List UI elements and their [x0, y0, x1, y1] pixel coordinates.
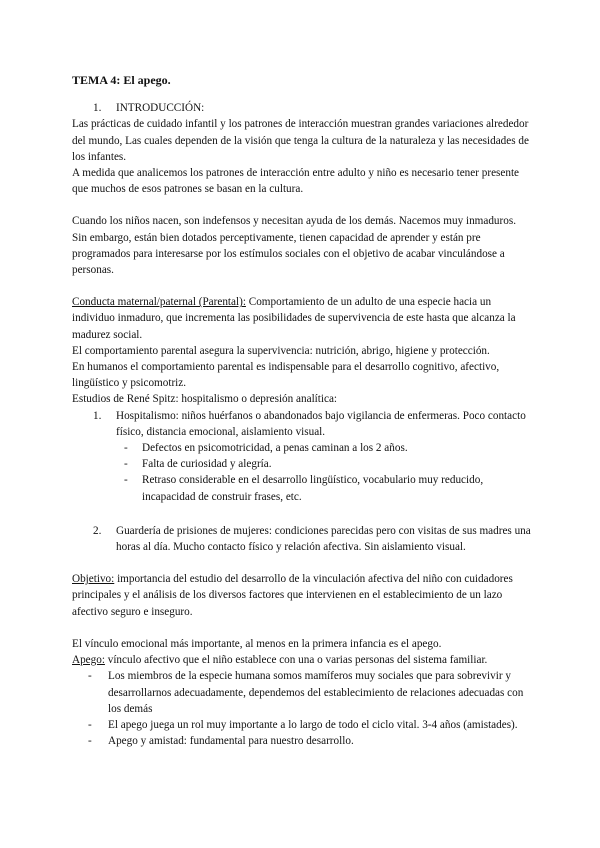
- objetivo-paragraph: [72, 571, 532, 620]
- apego-bullet: [88, 668, 532, 717]
- spitz-item-1: [93, 408, 532, 440]
- spitz-subitem-text: Retraso considerable en el desarrollo lingüístico, vocabulario muy reducido, incapacidad de construir frases, etc.: [142, 474, 484, 503]
- spitz-subitem: [124, 472, 532, 504]
- apego-intro: El vínculo emocional más importante, al menos en la primera infancia es el apego.: [72, 637, 442, 650]
- apego-bullets: [88, 668, 532, 749]
- objetivo-text: importancia del estudio del desarrollo de la vinculación afectiva del niño con cuidadores principales y el análisis de los diversos factores que intervienen en el establecimiento de un lazo afectivo seguro e inseguro.: [72, 573, 513, 618]
- spitz-item-1-number: 1.: [93, 409, 102, 422]
- dash-marker: -: [88, 670, 92, 683]
- conducta-definition: Comportamiento de un adulto de una especie hacia un individuo inmaduro, que incrementa las posibilidades de supervivencia de este hasta que alcanza la madurez social.: [72, 296, 516, 341]
- dash-marker: -: [88, 735, 92, 748]
- apego-bullet-text: Apego y amistad: fundamental para nuestro desarrollo.: [108, 735, 354, 748]
- dash-marker: -: [88, 718, 92, 731]
- spitz-subitem-text: Defectos en psicomotricidad, a penas caminan a los 2 años.: [142, 442, 408, 455]
- dash-marker: -: [124, 474, 128, 487]
- spitz-subitems: [124, 440, 532, 505]
- objetivo-term: Objetivo:: [72, 573, 115, 586]
- spitz-subitem: [124, 456, 532, 472]
- intro-paragraph-3: Cuando los niños nacen, son indefensos y necesitan ayuda de los demás. Nacemos muy inmaduros. Sin embargo, están bien dotados perceptivamente, tienen capacidad de aprender y están pre programados para interesarse por los estímulos sociales con el objetivo de acabar vinculándose a personas.: [72, 215, 516, 277]
- apego-paragraph: [72, 652, 532, 668]
- dash-marker: -: [124, 458, 128, 471]
- intro-paragraph-2: A medida que analicemos los patrones de interacción entre adulto y niño es necesario tener presente que muchos de esos patrones se basan en la cultura.: [72, 167, 520, 196]
- conducta-paragraph-2: El comportamiento parental asegura la supervivencia: nutrición, abrigo, higiene y protección.: [72, 344, 490, 357]
- spitz-subitem: [124, 440, 532, 456]
- spitz-item-1-text: Hospitalismo: niños huérfanos o abandonados bajo vigilancia de enfermeras. Poco contacto físico, distancia emocional, aislamiento visual.: [116, 409, 526, 438]
- spitz-subitem-text: Falta de curiosidad y alegría.: [142, 458, 272, 471]
- intro-heading-text: INTRODUCCIÓN:: [116, 102, 205, 115]
- apego-bullet-text: Los miembros de la especie humana somos mamíferos muy sociales que para sobrevivir y desarrollarnos adecuadamente, dependemos del establecimiento de relaciones adecuadas con los demás: [108, 670, 524, 715]
- conducta-paragraph-3: En humanos el comportamiento parental es indispensable para el desarrollo cognitivo, afectivo, lingüístico y psicomotriz.: [72, 361, 500, 390]
- intro-number: 1.: [93, 102, 102, 115]
- spitz-item-2: [93, 523, 532, 555]
- apego-bullet: [88, 733, 532, 749]
- intro-paragraph-1: Las prácticas de cuidado infantil y los patrones de interacción muestran grandes variaciones alrededor del mundo, Las cuales dependen de la visión que tenga la cultura de la naturaleza y las necesidades de los infantes.: [72, 118, 529, 163]
- apego-bullet: [88, 717, 532, 733]
- intro-heading: [93, 100, 532, 116]
- spitz-intro: Estudios de René Spitz: hospitalismo o depresión analítica:: [72, 393, 338, 406]
- conducta-term: Conducta maternal/paternal (Parental):: [72, 296, 246, 309]
- spitz-item-2-number: 2.: [93, 524, 102, 537]
- conducta-paragraph: [72, 294, 532, 343]
- spitz-item-2-text: Guardería de prisiones de mujeres: condiciones parecidas pero con visitas de sus madres una horas al día. Mucho contacto físico y relación afectiva. Sin aislamiento visual.: [116, 524, 531, 554]
- apego-term: Apego:: [72, 654, 105, 667]
- document-title: TEMA 4: El apego.: [72, 73, 171, 87]
- document-page: [72, 72, 532, 749]
- apego-bullet-text: El apego juega un rol muy importante a lo largo de todo el ciclo vital. 3-4 años (amistades).: [108, 718, 518, 731]
- dash-marker: -: [124, 442, 128, 455]
- apego-definition: vínculo afectivo que el niño establece con una o varias personas del sistema familiar.: [104, 654, 488, 667]
